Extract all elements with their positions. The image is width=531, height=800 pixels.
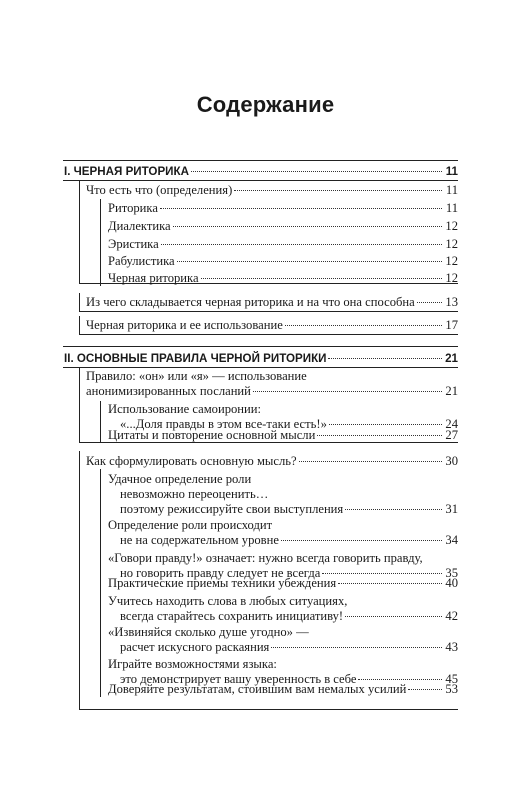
toc-bracket-line: [79, 451, 80, 709]
toc-bracket-line: [79, 367, 80, 442]
toc-section: I. ЧЕРНАЯ РИТОРИКА 11: [64, 165, 458, 178]
toc-entry: Доверяйте результатам, стоившим вам немалых усилий 53: [108, 682, 458, 696]
toc-entry: Рабулистика 12: [108, 254, 458, 268]
toc-bracket-line: [100, 469, 101, 697]
toc-bracket-foot: [79, 311, 458, 312]
toc-entry: Риторика 11: [108, 201, 458, 215]
toc-entry: Определение роли происходит не на содержательном уровне 34: [108, 518, 458, 547]
section-rule: [63, 367, 458, 368]
toc-entry: Удачное определение роли невозможно переоценить… поэтому режиссируйте свои выступления 31: [108, 472, 458, 516]
toc-entry: Как сформулировать основную мысль? 30: [86, 454, 458, 468]
section-rule: [63, 160, 458, 161]
toc-entry: Учитесь находить слова в любых ситуациях, всегда старайтесь сохранить инициативу! 42: [108, 594, 458, 623]
toc-entry: Что есть что (определения) 11: [86, 183, 458, 197]
toc-entry: Правило: «он» или «я» — использование анонимизированных посланий 21: [86, 369, 458, 398]
toc-entry: Цитаты и повторение основной мысли 27: [108, 428, 458, 442]
toc-entry: «Говори правду!» означает: нужно всегда говорить правду, но говорить правду следует не всегда 35: [108, 551, 458, 580]
toc-entry: Из чего складывается черная риторика и на что она способна 13: [86, 295, 458, 309]
section-rule: [63, 180, 458, 181]
toc-bracket-line: [79, 316, 80, 334]
toc-bracket-line: [100, 199, 101, 286]
toc-bracket-line: [100, 401, 101, 443]
page-title: Содержание: [196, 92, 335, 117]
toc-entry: Черная риторика 12: [108, 271, 458, 285]
toc-entry: Черная риторика и ее использование 17: [86, 318, 458, 332]
toc-entry: Играйте возможностями языка: это демонстрирует вашу уверенность в себе 45: [108, 657, 458, 686]
toc-bracket-foot: [79, 334, 458, 335]
toc-bracket-line: [79, 180, 80, 283]
toc-entry: Диалектика 12: [108, 219, 458, 233]
toc-entry: «Извиняйся сколько душе угодно» — расчет искусного раскаяния 43: [108, 625, 458, 654]
toc-bracket-line: [79, 293, 80, 311]
toc-entry: Использование самоиронии: «...Доля правды в этом все-таки есть!» 24: [108, 402, 458, 431]
toc-entry: Эристика 12: [108, 237, 458, 251]
section-rule: [63, 346, 458, 347]
toc-section: II. ОСНОВНЫЕ ПРАВИЛА ЧЕРНОЙ РИТОРИКИ 21: [64, 352, 458, 365]
toc-bracket-foot: [79, 709, 458, 710]
toc-entry: Практические приемы техники убеждения 40: [108, 576, 458, 590]
